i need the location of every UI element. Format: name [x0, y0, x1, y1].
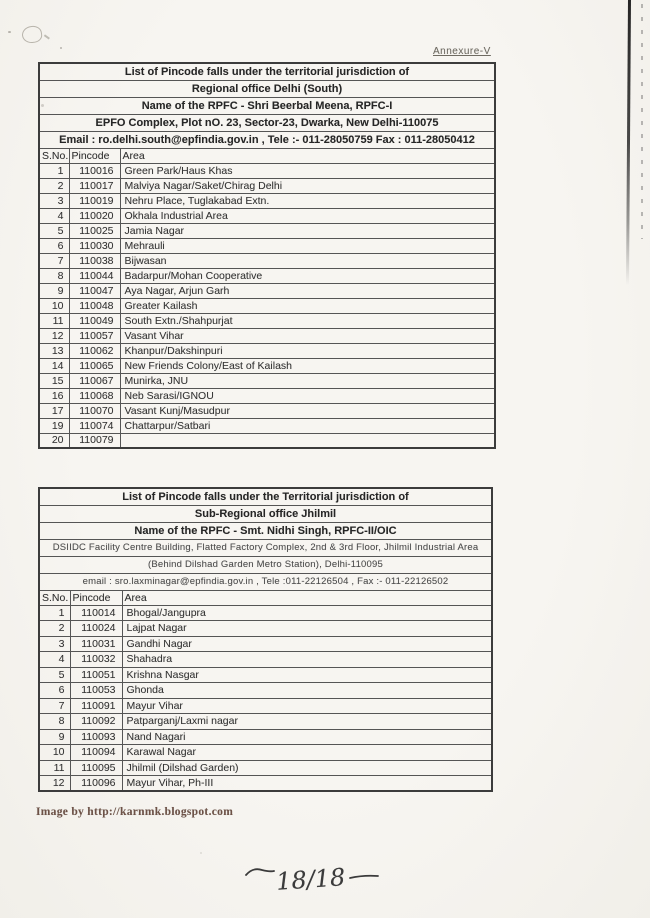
cell-serial-number: 20: [39, 433, 69, 448]
cell-serial-number: 6: [39, 683, 70, 699]
cell-serial-number: 6: [39, 238, 69, 253]
cell-serial-number: 8: [39, 268, 69, 283]
cell-serial-number: 7: [39, 253, 69, 268]
table-row: [39, 714, 492, 730]
cell-pincode: 110047: [69, 283, 120, 298]
cell-area: Mayur Vihar: [122, 698, 492, 714]
cell-serial-number: 9: [39, 729, 70, 745]
cell-serial-number: 16: [39, 388, 69, 403]
cell-area: Patparganj/Laxmi nagar: [122, 714, 492, 730]
cell-serial-number: 9: [39, 283, 69, 298]
cell-area: New Friends Colony/East of Kailash: [120, 358, 495, 373]
table2-column-header-pincode: Pincode: [70, 590, 122, 605]
cell-pincode: 110049: [69, 313, 120, 328]
cell-serial-number: 4: [39, 652, 70, 668]
table2-title-line: List of Pincode falls under the Territorial jurisdiction of: [39, 488, 492, 505]
scan-speck: [60, 47, 62, 49]
table-row: [39, 621, 492, 637]
cell-pincode: 110065: [69, 358, 120, 373]
scan-speck: [200, 852, 202, 854]
cell-serial-number: 14: [39, 358, 69, 373]
cell-serial-number: 2: [39, 178, 69, 193]
scan-artifact-ticks: [641, 4, 643, 239]
cell-serial-number: 8: [39, 714, 70, 730]
table-row: [39, 418, 495, 433]
cell-area: Green Park/Haus Khas: [120, 163, 495, 178]
table1-column-header-area: Area: [120, 148, 495, 163]
table1-contact: Email : ro.delhi.south@epfindia.gov.in , Tele :- 011-28050759 Fax : 011-28050412: [39, 131, 495, 148]
cell-serial-number: 12: [39, 328, 69, 343]
cell-area: Vasant Vihar: [120, 328, 495, 343]
cell-area: Krishna Nasgar: [122, 667, 492, 683]
table-row: [39, 223, 495, 238]
cell-pincode: 110094: [70, 745, 122, 761]
table2-address-line1: DSIIDC Facility Centre Building, Flatted Factory Complex, 2nd & 3rd Floor, Jhilmil Industrial Area: [39, 539, 492, 556]
table2-body: [39, 605, 492, 791]
cell-area: Nand Nagari: [122, 729, 492, 745]
table-row: [39, 358, 495, 373]
pencil-doodle-tail: [44, 34, 50, 39]
table2-contact: email : sro.laxminagar@epfindia.gov.in , Tele :011-22126504 , Fax :- 011-22126502: [39, 573, 492, 590]
cell-pincode: 110053: [70, 683, 122, 699]
table-row: [39, 238, 495, 253]
pincode-table-regional-office-delhi-south: [38, 62, 496, 449]
cell-serial-number: 2: [39, 621, 70, 637]
cell-area: Lajpat Nagar: [122, 621, 492, 637]
cell-pincode: 110025: [69, 223, 120, 238]
cell-serial-number: 10: [39, 745, 70, 761]
cell-pincode: 110062: [69, 343, 120, 358]
cell-pincode: 110024: [70, 621, 122, 637]
cell-pincode: 110095: [70, 760, 122, 776]
cell-pincode: 110014: [70, 605, 122, 621]
table-row: [39, 652, 492, 668]
table2-office-name: Sub-Regional office Jhilmil: [39, 505, 492, 522]
table-row: [39, 605, 492, 621]
cell-area: Jhilmil (Dilshad Garden): [122, 760, 492, 776]
table2-column-header-area: Area: [122, 590, 492, 605]
table-row: [39, 636, 492, 652]
cell-pincode: 110051: [70, 667, 122, 683]
cell-pincode: 110091: [70, 698, 122, 714]
cell-pincode: 110093: [70, 729, 122, 745]
cell-pincode: 110019: [69, 193, 120, 208]
cell-pincode: 110067: [69, 373, 120, 388]
table-row: [39, 178, 495, 193]
cell-pincode: 110074: [69, 418, 120, 433]
table-row: [39, 433, 495, 448]
cell-serial-number: 5: [39, 667, 70, 683]
cell-area: Khanpur/Dakshinpuri: [120, 343, 495, 358]
cell-area: Bhogal/Jangupra: [122, 605, 492, 621]
cell-area: Mayur Vihar, Ph-III: [122, 776, 492, 792]
cell-serial-number: 7: [39, 698, 70, 714]
table-row: [39, 298, 495, 313]
cell-pincode: 110032: [70, 652, 122, 668]
cell-area: Munirka, JNU: [120, 373, 495, 388]
cell-pincode: 110068: [69, 388, 120, 403]
image-credit-line: Image by http://karnmk.blogspot.com: [36, 806, 234, 818]
table-row: [39, 745, 492, 761]
cell-pincode: 110057: [69, 328, 120, 343]
table1-office-name: Regional office Delhi (South): [39, 80, 495, 97]
cell-serial-number: 11: [39, 313, 69, 328]
cell-serial-number: 1: [39, 605, 70, 621]
cell-area: Shahadra: [122, 652, 492, 668]
pencil-doodle-mark: [21, 25, 43, 45]
table1-column-header-sno: S.No.: [39, 148, 69, 163]
cell-serial-number: 19: [39, 418, 69, 433]
table-row: [39, 313, 495, 328]
cell-pincode: 110020: [69, 208, 120, 223]
cell-serial-number: 15: [39, 373, 69, 388]
cell-serial-number: 13: [39, 343, 69, 358]
cell-pincode: 110031: [70, 636, 122, 652]
cell-area: Okhala Industrial Area: [120, 208, 495, 223]
cell-pincode: 110070: [69, 403, 120, 418]
cell-area: Jamia Nagar: [120, 223, 495, 238]
annexure-label: Annexure-V: [433, 46, 491, 57]
cell-area: Karawal Nagar: [122, 745, 492, 761]
cell-area: Mehrauli: [120, 238, 495, 253]
cell-serial-number: 3: [39, 193, 69, 208]
cell-pincode: 110038: [69, 253, 120, 268]
cell-serial-number: 11: [39, 760, 70, 776]
cell-pincode: 110079: [69, 433, 120, 448]
table-row: [39, 729, 492, 745]
cell-area: Ghonda: [122, 683, 492, 699]
cell-area: Chattarpur/Satbari: [120, 418, 495, 433]
table-row: [39, 388, 495, 403]
table-row: [39, 253, 495, 268]
cell-area: Gandhi Nagar: [122, 636, 492, 652]
cell-area: Badarpur/Mohan Cooperative: [120, 268, 495, 283]
cell-pincode: 110017: [69, 178, 120, 193]
pincode-table-sub-regional-office-jhilmil: [38, 487, 493, 792]
table-row: [39, 208, 495, 223]
cell-serial-number: 4: [39, 208, 69, 223]
table1-column-header-pincode: Pincode: [69, 148, 120, 163]
cell-serial-number: 1: [39, 163, 69, 178]
cell-area: South Extn./Shahpurjat: [120, 313, 495, 328]
handwritten-leading-dash: [246, 869, 274, 875]
table-row: [39, 760, 492, 776]
table-row: [39, 683, 492, 699]
table2-rpfc-name: Name of the RPFC - Smt. Nidhi Singh, RPFC-II/OIC: [39, 522, 492, 539]
table-row: [39, 193, 495, 208]
cell-serial-number: 17: [39, 403, 69, 418]
handwritten-trailing-dash: [350, 876, 378, 878]
table-row: [39, 667, 492, 683]
cell-pincode: 110044: [69, 268, 120, 283]
cell-area: Nehru Place, Tuglakabad Extn.: [120, 193, 495, 208]
table-row: [39, 328, 495, 343]
handwritten-number-text: 18/18: [275, 863, 347, 896]
cell-area: Greater Kailash: [120, 298, 495, 313]
cell-area: Malviya Nagar/Saket/Chirag Delhi: [120, 178, 495, 193]
table1-title-line: List of Pincode falls under the territorial jurisdiction of: [39, 63, 495, 80]
table-row: [39, 268, 495, 283]
cell-pincode: 110030: [69, 238, 120, 253]
table2-address-line2: (Behind Dilshad Garden Metro Station), Delhi-110095: [39, 556, 492, 573]
table1-body: [39, 163, 495, 448]
cell-area: Aya Nagar, Arjun Garh: [120, 283, 495, 298]
scan-speck: [8, 31, 11, 33]
table-row: [39, 343, 495, 358]
cell-pincode: 110096: [70, 776, 122, 792]
table1-address: EPFO Complex, Plot nO. 23, Sector-23, Dwarka, New Delhi-110075: [39, 114, 495, 131]
table-row: [39, 698, 492, 714]
scan-artifact-vertical-line: [626, 0, 630, 285]
cell-serial-number: 3: [39, 636, 70, 652]
table-row: [39, 163, 495, 178]
cell-pincode: 110092: [70, 714, 122, 730]
table-row: [39, 283, 495, 298]
handwritten-page-number: [238, 848, 398, 911]
table-row: [39, 403, 495, 418]
cell-serial-number: 5: [39, 223, 69, 238]
cell-serial-number: 12: [39, 776, 70, 792]
cell-area: [120, 433, 495, 448]
cell-area: Neb Sarasi/IGNOU: [120, 388, 495, 403]
table-row: [39, 373, 495, 388]
table-row: [39, 776, 492, 792]
cell-area: Vasant Kunj/Masudpur: [120, 403, 495, 418]
cell-serial-number: 10: [39, 298, 69, 313]
cell-area: Bijwasan: [120, 253, 495, 268]
table1-rpfc-name: Name of the RPFC - Shri Beerbal Meena, RPFC-I: [39, 97, 495, 114]
cell-pincode: 110048: [69, 298, 120, 313]
table2-column-header-sno: S.No.: [39, 590, 70, 605]
cell-pincode: 110016: [69, 163, 120, 178]
